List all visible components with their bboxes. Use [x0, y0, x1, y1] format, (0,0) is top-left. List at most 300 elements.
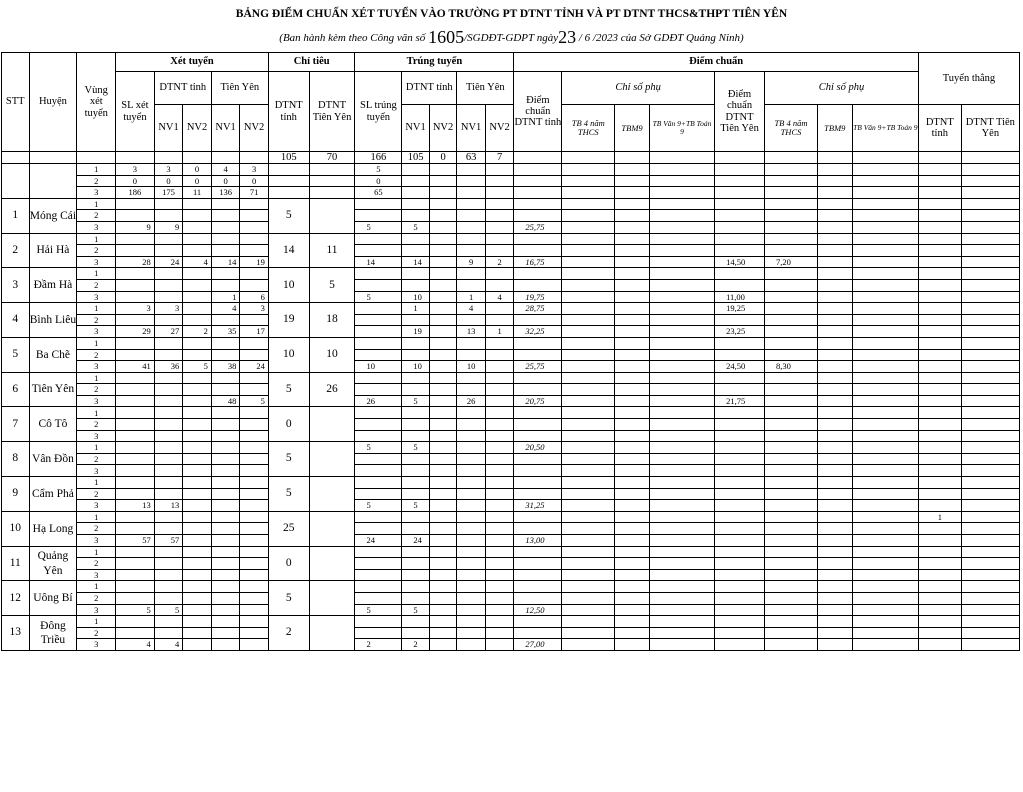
chi-tieu-cell	[268, 187, 309, 199]
data-cell	[852, 627, 918, 639]
district-stt: 3	[2, 268, 30, 303]
header-ct-dtnt-tinh: DTNT tỉnh	[268, 72, 309, 152]
xet-tuyen-cell	[116, 349, 155, 361]
data-cell	[765, 337, 818, 349]
data-cell	[961, 477, 1019, 489]
data-cell	[485, 349, 514, 361]
xet-tuyen-cell	[240, 616, 269, 628]
xet-tuyen-cell	[154, 581, 183, 593]
data-cell	[817, 384, 852, 396]
data-cell	[562, 488, 615, 500]
data-cell	[715, 581, 765, 593]
xet-tuyen-cell	[116, 465, 155, 477]
data-cell	[918, 419, 961, 431]
data-cell	[429, 314, 457, 326]
data-cell: 2	[355, 639, 402, 651]
data-cell: 13	[457, 326, 486, 338]
data-cell	[765, 291, 818, 303]
data-cell	[961, 256, 1019, 268]
data-cell: 2	[485, 256, 514, 268]
xet-tuyen-cell	[154, 569, 183, 581]
data-cell	[562, 326, 615, 338]
data-cell	[852, 616, 918, 628]
xet-tuyen-cell	[240, 627, 269, 639]
district-name: Hạ Long	[29, 511, 77, 546]
data-cell	[817, 303, 852, 315]
summary-district	[29, 164, 77, 199]
data-cell: 65	[355, 187, 402, 199]
header-tb4-2: TB 4 năm THCS	[765, 105, 818, 152]
data-cell	[649, 616, 714, 628]
district-stt: 5	[2, 337, 30, 372]
district-row	[2, 210, 1020, 222]
data-cell	[485, 419, 514, 431]
data-cell	[961, 558, 1019, 570]
data-cell	[765, 627, 818, 639]
xet-tuyen-cell: 4	[211, 303, 240, 315]
data-cell	[852, 221, 918, 233]
data-cell	[485, 221, 514, 233]
data-cell: 26	[457, 395, 486, 407]
header-xt-dtnt-tinh: DTNT tỉnh	[154, 72, 211, 105]
data-cell	[355, 372, 402, 384]
data-cell	[961, 372, 1019, 384]
data-cell	[485, 558, 514, 570]
data-cell	[817, 395, 852, 407]
data-cell	[402, 523, 430, 535]
data-cell	[649, 535, 714, 547]
data-cell	[485, 523, 514, 535]
data-cell	[485, 395, 514, 407]
xet-tuyen-cell	[154, 511, 183, 523]
data-cell	[817, 511, 852, 523]
xet-tuyen-cell	[183, 488, 212, 500]
data-cell	[765, 500, 818, 512]
data-cell	[615, 616, 650, 628]
xet-tuyen-cell	[116, 245, 155, 257]
data-cell: 27,00	[514, 639, 562, 651]
chi-tieu-tinh: 5	[268, 581, 309, 616]
xet-tuyen-cell	[211, 453, 240, 465]
xet-tuyen-cell: 57	[154, 535, 183, 547]
data-cell	[615, 291, 650, 303]
data-cell	[817, 407, 852, 419]
data-cell	[562, 361, 615, 373]
data-cell	[961, 233, 1019, 245]
vung-cell: 3	[77, 361, 116, 373]
district-row	[2, 442, 1020, 454]
district-row	[2, 279, 1020, 291]
data-cell	[562, 465, 615, 477]
data-cell	[615, 221, 650, 233]
data-cell	[485, 488, 514, 500]
data-cell: 10	[355, 361, 402, 373]
chi-tieu-cell	[309, 175, 355, 187]
chi-tieu-cell	[268, 164, 309, 176]
data-cell: 19,25	[715, 303, 765, 315]
data-cell	[355, 581, 402, 593]
data-cell	[649, 164, 714, 176]
xet-tuyen-cell	[240, 453, 269, 465]
data-cell: 24	[402, 535, 430, 547]
data-cell	[817, 488, 852, 500]
xet-tuyen-cell	[211, 349, 240, 361]
xet-tuyen-cell	[211, 210, 240, 222]
data-cell	[457, 639, 486, 651]
data-cell	[918, 221, 961, 233]
header-tt-nv2-ty: NV2	[485, 105, 514, 152]
data-cell	[715, 558, 765, 570]
xet-tuyen-cell	[116, 407, 155, 419]
data-cell: 24,50	[715, 361, 765, 373]
district-row	[2, 581, 1020, 593]
xet-tuyen-cell	[116, 314, 155, 326]
data-cell	[715, 546, 765, 558]
data-cell	[485, 604, 514, 616]
data-cell: 8,30	[765, 361, 818, 373]
xet-tuyen-cell	[154, 558, 183, 570]
data-cell	[918, 245, 961, 257]
data-cell	[649, 233, 714, 245]
xet-tuyen-cell	[211, 592, 240, 604]
xet-tuyen-cell	[154, 279, 183, 291]
data-cell: 0	[355, 175, 402, 187]
xet-tuyen-cell	[183, 407, 212, 419]
xet-tuyen-cell: 5	[154, 604, 183, 616]
chi-tieu-tinh: 5	[268, 372, 309, 407]
data-cell	[715, 419, 765, 431]
data-cell	[355, 210, 402, 222]
data-cell	[355, 419, 402, 431]
data-cell	[649, 175, 714, 187]
xet-tuyen-cell	[116, 395, 155, 407]
data-cell: 19,75	[514, 291, 562, 303]
data-cell	[918, 569, 961, 581]
data-cell	[429, 175, 457, 187]
data-cell	[402, 627, 430, 639]
data-cell	[615, 384, 650, 396]
data-cell	[615, 477, 650, 489]
xet-tuyen-cell: 4	[183, 256, 212, 268]
data-cell	[615, 511, 650, 523]
data-cell	[562, 511, 615, 523]
chi-tieu-tinh: 5	[268, 198, 309, 233]
data-cell	[429, 419, 457, 431]
xet-tuyen-cell	[183, 639, 212, 651]
xet-tuyen-cell: 136	[211, 187, 240, 199]
data-cell	[765, 187, 818, 199]
data-cell	[355, 465, 402, 477]
data-cell	[918, 581, 961, 593]
xet-tuyen-cell	[154, 198, 183, 210]
data-cell	[715, 372, 765, 384]
data-cell	[355, 546, 402, 558]
data-cell	[918, 558, 961, 570]
data-cell	[715, 569, 765, 581]
district-stt: 6	[2, 372, 30, 407]
xet-tuyen-cell	[211, 569, 240, 581]
data-cell	[817, 477, 852, 489]
data-cell	[615, 349, 650, 361]
district-stt: 1	[2, 198, 30, 233]
data-cell	[765, 511, 818, 523]
data-cell	[457, 511, 486, 523]
data-cell	[649, 221, 714, 233]
xet-tuyen-cell	[211, 488, 240, 500]
data-cell	[918, 604, 961, 616]
xet-tuyen-cell	[154, 268, 183, 280]
data-cell	[514, 430, 562, 442]
data-cell	[429, 558, 457, 570]
data-cell	[457, 164, 486, 176]
data-cell	[457, 500, 486, 512]
data-cell	[457, 314, 486, 326]
xet-tuyen-cell	[154, 395, 183, 407]
vung-cell: 2	[77, 175, 116, 187]
chi-tieu-tinh: 10	[268, 268, 309, 303]
data-cell	[715, 198, 765, 210]
xet-tuyen-cell	[154, 419, 183, 431]
vung-cell: 3	[77, 256, 116, 268]
data-cell	[514, 465, 562, 477]
header-stt: STT	[2, 53, 30, 152]
data-cell	[615, 303, 650, 315]
data-cell	[562, 581, 615, 593]
xet-tuyen-cell	[183, 384, 212, 396]
data-cell	[429, 407, 457, 419]
data-cell	[918, 233, 961, 245]
data-cell	[485, 569, 514, 581]
data-cell	[961, 221, 1019, 233]
data-cell: 23,25	[715, 326, 765, 338]
district-row	[2, 291, 1020, 303]
xet-tuyen-cell	[211, 198, 240, 210]
data-cell	[514, 546, 562, 558]
xet-tuyen-cell	[183, 268, 212, 280]
data-cell	[485, 175, 514, 187]
chi-tieu-tien-yen	[309, 407, 355, 442]
chi-tieu-tien-yen	[309, 442, 355, 477]
data-cell	[715, 488, 765, 500]
data-cell: 10	[402, 291, 430, 303]
xet-tuyen-cell	[116, 291, 155, 303]
xet-tuyen-cell	[240, 465, 269, 477]
data-cell	[514, 581, 562, 593]
data-cell	[765, 372, 818, 384]
data-cell	[918, 164, 961, 176]
data-cell	[715, 175, 765, 187]
data-cell	[355, 569, 402, 581]
data-cell	[649, 604, 714, 616]
data-cell	[817, 546, 852, 558]
data-cell	[514, 523, 562, 535]
data-cell	[852, 268, 918, 280]
xet-tuyen-cell: 175	[154, 187, 183, 199]
data-cell	[765, 407, 818, 419]
xet-tuyen-cell	[154, 337, 183, 349]
data-cell	[615, 592, 650, 604]
data-cell	[615, 198, 650, 210]
xet-tuyen-cell	[183, 581, 212, 593]
data-cell	[402, 210, 430, 222]
xet-tuyen-cell	[183, 535, 212, 547]
data-cell	[562, 187, 615, 199]
data-cell	[817, 430, 852, 442]
data-cell	[562, 372, 615, 384]
data-cell	[429, 477, 457, 489]
data-cell	[485, 616, 514, 628]
data-cell	[765, 314, 818, 326]
xet-tuyen-cell	[240, 639, 269, 651]
data-cell	[649, 349, 714, 361]
data-cell	[817, 291, 852, 303]
data-cell	[615, 627, 650, 639]
data-cell: 25,75	[514, 361, 562, 373]
data-cell	[402, 581, 430, 593]
xet-tuyen-cell	[116, 581, 155, 593]
xet-tuyen-cell	[240, 337, 269, 349]
data-cell	[817, 187, 852, 199]
vung-cell: 1	[77, 198, 116, 210]
data-cell	[817, 233, 852, 245]
subtitle-suffix: / 6 /2023 của Sở GDĐT Quảng Ninh)	[576, 32, 744, 44]
data-cell	[514, 164, 562, 176]
xet-tuyen-cell	[240, 569, 269, 581]
data-cell	[615, 442, 650, 454]
data-cell	[402, 187, 430, 199]
data-cell	[615, 419, 650, 431]
data-cell	[402, 268, 430, 280]
district-stt: 13	[2, 616, 30, 651]
data-cell	[715, 384, 765, 396]
vung-cell: 2	[77, 210, 116, 222]
xet-tuyen-cell: 19	[240, 256, 269, 268]
document-number: 1605	[428, 27, 465, 47]
data-cell	[485, 442, 514, 454]
total-cell	[116, 152, 155, 164]
data-cell	[615, 361, 650, 373]
data-cell	[918, 395, 961, 407]
data-cell	[429, 442, 457, 454]
xet-tuyen-cell	[211, 221, 240, 233]
xet-tuyen-cell: 24	[240, 361, 269, 373]
data-cell	[817, 221, 852, 233]
data-cell	[961, 361, 1019, 373]
xet-tuyen-cell	[154, 372, 183, 384]
data-cell: 14	[402, 256, 430, 268]
xet-tuyen-cell: 13	[154, 500, 183, 512]
vung-cell: 2	[77, 592, 116, 604]
total-cell	[211, 152, 240, 164]
data-cell	[961, 314, 1019, 326]
data-cell	[355, 303, 402, 315]
data-cell	[715, 477, 765, 489]
data-cell	[485, 314, 514, 326]
vung-cell: 2	[77, 488, 116, 500]
data-cell	[429, 372, 457, 384]
xet-tuyen-cell	[154, 523, 183, 535]
data-cell	[514, 233, 562, 245]
data-cell	[402, 477, 430, 489]
data-cell	[615, 279, 650, 291]
xet-tuyen-cell	[116, 337, 155, 349]
data-cell	[852, 233, 918, 245]
total-cell	[765, 152, 818, 164]
data-cell	[429, 639, 457, 651]
data-cell	[715, 314, 765, 326]
data-cell	[562, 164, 615, 176]
data-cell	[514, 279, 562, 291]
xet-tuyen-cell	[240, 314, 269, 326]
vung-cell: 2	[77, 384, 116, 396]
xet-tuyen-cell	[240, 279, 269, 291]
district-name: Hải Hà	[29, 233, 77, 268]
data-cell	[918, 523, 961, 535]
data-cell	[817, 314, 852, 326]
vung-cell: 1	[77, 477, 116, 489]
data-cell	[562, 233, 615, 245]
xet-tuyen-cell	[183, 616, 212, 628]
chi-tieu-tinh: 2	[268, 616, 309, 651]
vung-cell: 2	[77, 245, 116, 257]
xet-tuyen-cell: 3	[240, 164, 269, 176]
district-name: Quảng Yên	[29, 546, 77, 581]
header-vung: Vùng xét tuyển	[77, 53, 116, 152]
data-cell	[485, 430, 514, 442]
vung-cell: 1	[77, 616, 116, 628]
district-row	[2, 221, 1020, 233]
district-row	[2, 198, 1020, 210]
header-tt-tien-yen: Tiên Yên	[457, 72, 514, 105]
data-cell	[649, 395, 714, 407]
data-cell	[765, 581, 818, 593]
data-cell: 10	[402, 361, 430, 373]
header-tt-nv2-tinh: NV2	[429, 105, 457, 152]
data-cell	[514, 175, 562, 187]
data-cell	[355, 407, 402, 419]
vung-cell: 2	[77, 453, 116, 465]
data-cell	[429, 221, 457, 233]
data-cell	[514, 488, 562, 500]
xet-tuyen-cell: 13	[116, 500, 155, 512]
data-cell	[649, 245, 714, 257]
data-cell	[615, 233, 650, 245]
header-tbm9-1: TBM9	[615, 105, 650, 152]
data-cell: 12,50	[514, 604, 562, 616]
chi-tieu-tinh: 25	[268, 511, 309, 546]
xet-tuyen-cell	[183, 523, 212, 535]
data-cell	[765, 245, 818, 257]
xet-tuyen-cell	[154, 546, 183, 558]
data-cell	[457, 569, 486, 581]
total-cell	[615, 152, 650, 164]
xet-tuyen-cell	[183, 592, 212, 604]
district-row	[2, 465, 1020, 477]
data-cell	[765, 442, 818, 454]
data-cell: 4	[457, 303, 486, 315]
data-cell: 19	[402, 326, 430, 338]
data-cell: 5	[355, 221, 402, 233]
data-cell	[715, 616, 765, 628]
xet-tuyen-cell	[183, 198, 212, 210]
district-row	[2, 326, 1020, 338]
data-cell	[615, 604, 650, 616]
data-cell	[429, 604, 457, 616]
xet-tuyen-cell	[154, 314, 183, 326]
data-cell	[852, 175, 918, 187]
district-row	[2, 627, 1020, 639]
xet-tuyen-cell	[116, 268, 155, 280]
